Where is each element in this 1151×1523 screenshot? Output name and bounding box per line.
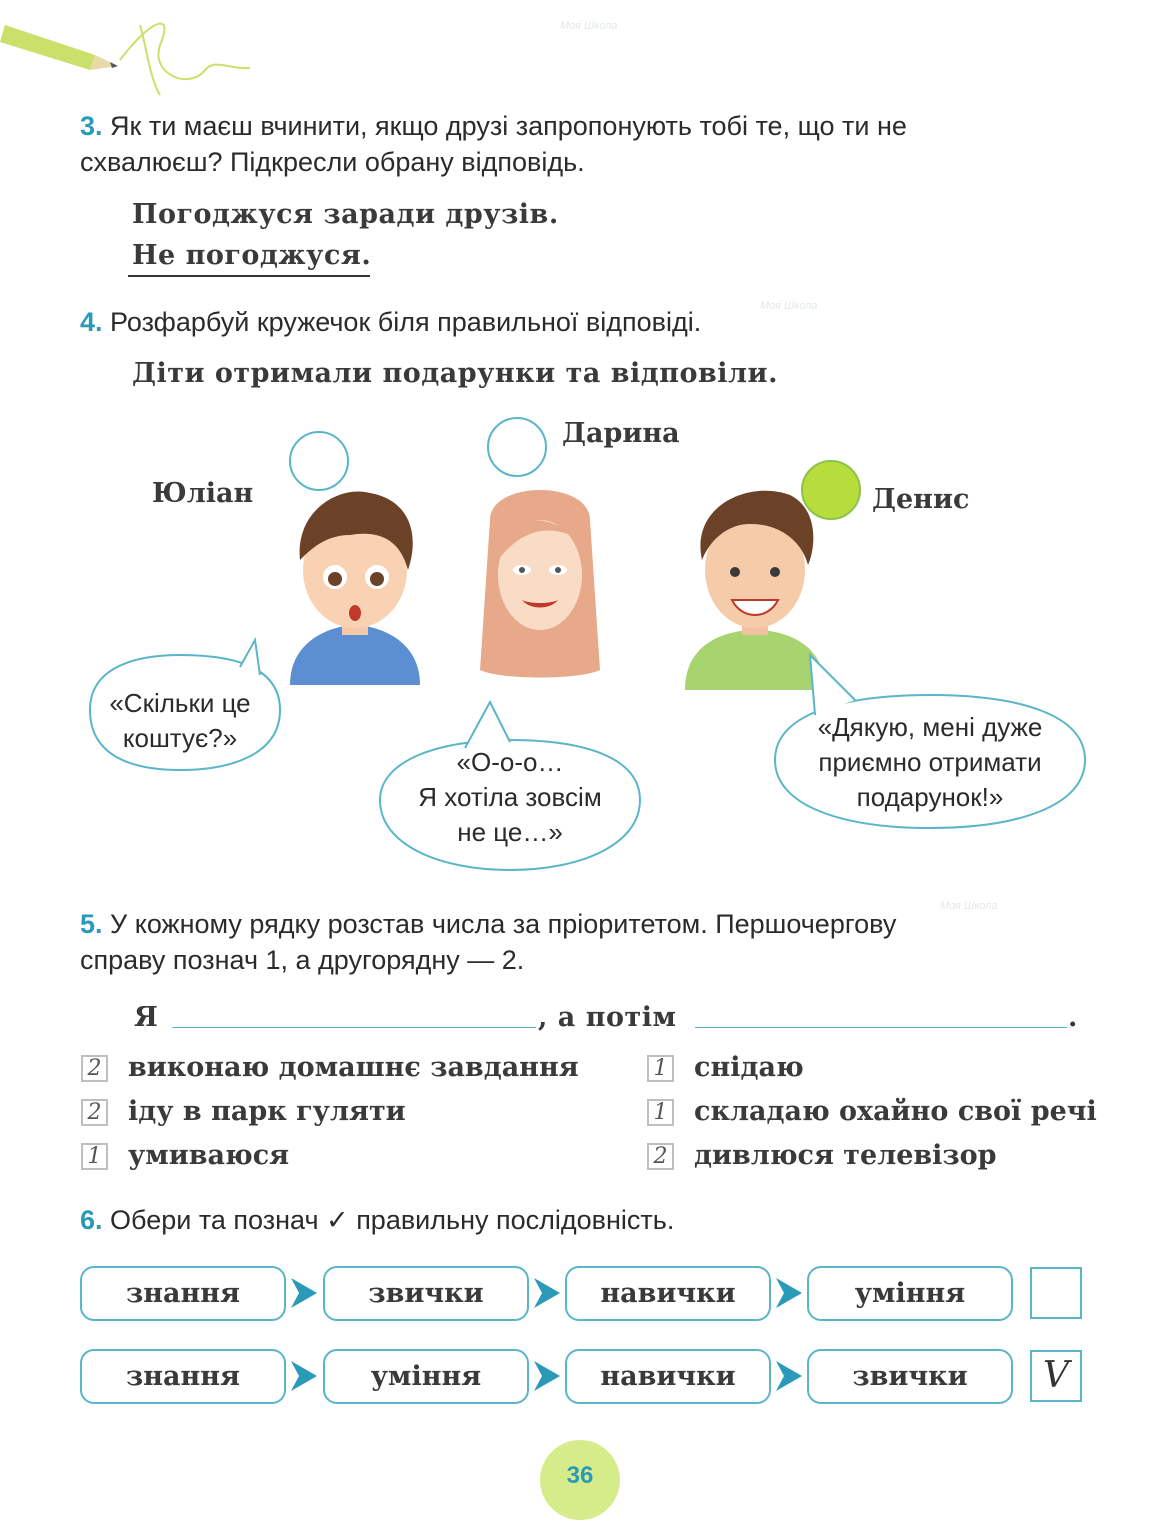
sequence-item: уміння [807,1266,1013,1321]
pencil-decoration-icon [0,0,270,105]
task4-intro: Діти отримали подарунки та відповіли. [132,358,778,389]
answer-line-1[interactable] [172,1027,536,1028]
task6-text: 6. Обери та познач ✓ правильну послідовність. [80,1205,675,1235]
watermark: Моя Школа [560,20,618,32]
list-item: дивлюся телевізор [694,1140,997,1171]
frame-end: . [1068,1002,1078,1033]
sequence-item: навички [565,1349,771,1404]
watermark: Моя Школа [940,900,998,912]
frame-start: Я [134,1002,159,1033]
sequence-checkbox-1[interactable] [1030,1267,1082,1319]
sequence-item: уміння [323,1349,529,1404]
task3-number: 3. [80,111,103,141]
sequence-item: навички [565,1266,771,1321]
arrow-right-icon [776,1361,802,1391]
priority-box[interactable]: 2 [647,1143,674,1170]
sequence-item: звички [323,1266,529,1321]
priority-box[interactable]: 1 [647,1099,674,1126]
list-item: умиваюся [128,1140,290,1171]
page-number: 36 [566,1462,594,1489]
answer-underline [128,275,370,277]
priority-box[interactable]: 1 [647,1055,674,1082]
arrow-right-icon [776,1278,802,1308]
list-item: складаю охайно свої речі [694,1096,1097,1127]
task3-option-1[interactable]: Погоджуся заради друзів. [132,199,559,230]
list-item: іду в парк гуляти [128,1096,406,1127]
speech-denys: «Дякую, мені дуже приємно отримати подарунок!» [817,712,1043,812]
answer-circle-daryna[interactable] [487,417,547,477]
priority-box[interactable]: 1 [81,1143,108,1170]
sequence-item: знання [80,1349,286,1404]
girl-daryna-illustration [460,480,620,690]
priority-box[interactable]: 2 [81,1099,108,1126]
name-julian: Юліан [152,478,254,509]
arrow-right-icon [291,1278,317,1308]
list-item: виконаю домашнє завдання [128,1052,579,1083]
answer-circle-julian[interactable] [289,431,349,491]
watermark: Моя Школа [760,300,818,312]
name-daryna: Дарина [562,418,680,449]
task4-text: 4. Розфарбуй кружечок біля правильної відповіді. [80,307,702,337]
sequence-item: знання [80,1266,286,1321]
check-icon: ✓ [326,1205,349,1235]
speech-julian: «Скільки це коштує?» [109,688,251,753]
priority-box[interactable]: 2 [81,1055,108,1082]
task5-text: 5. У кожному рядку розстав числа за пріоритетом. Першочергову справу познач 1, а другорядну — 2. [80,909,897,975]
speech-daryna: «О-о-о… Я хотіла зовсім не це…» [418,747,602,847]
answer-line-2[interactable] [695,1027,1067,1028]
task3-text: 3. Як ти маєш вчинити, якщо друзі запропонують тобі те, що ти не схвалюєш? Підкресли обрану відповідь. [80,111,907,177]
sequence-item: звички [807,1349,1013,1404]
arrow-right-icon [534,1361,560,1391]
task3-option-2[interactable]: Не погоджуся. [132,240,372,271]
frame-middle: , а потім [538,1002,677,1033]
name-denys: Денис [872,484,970,515]
sequence-checkbox-2[interactable]: V [1030,1350,1082,1402]
list-item: снідаю [694,1052,804,1083]
arrow-right-icon [291,1361,317,1391]
arrow-right-icon [534,1278,560,1308]
boy-julian-illustration [280,485,430,685]
